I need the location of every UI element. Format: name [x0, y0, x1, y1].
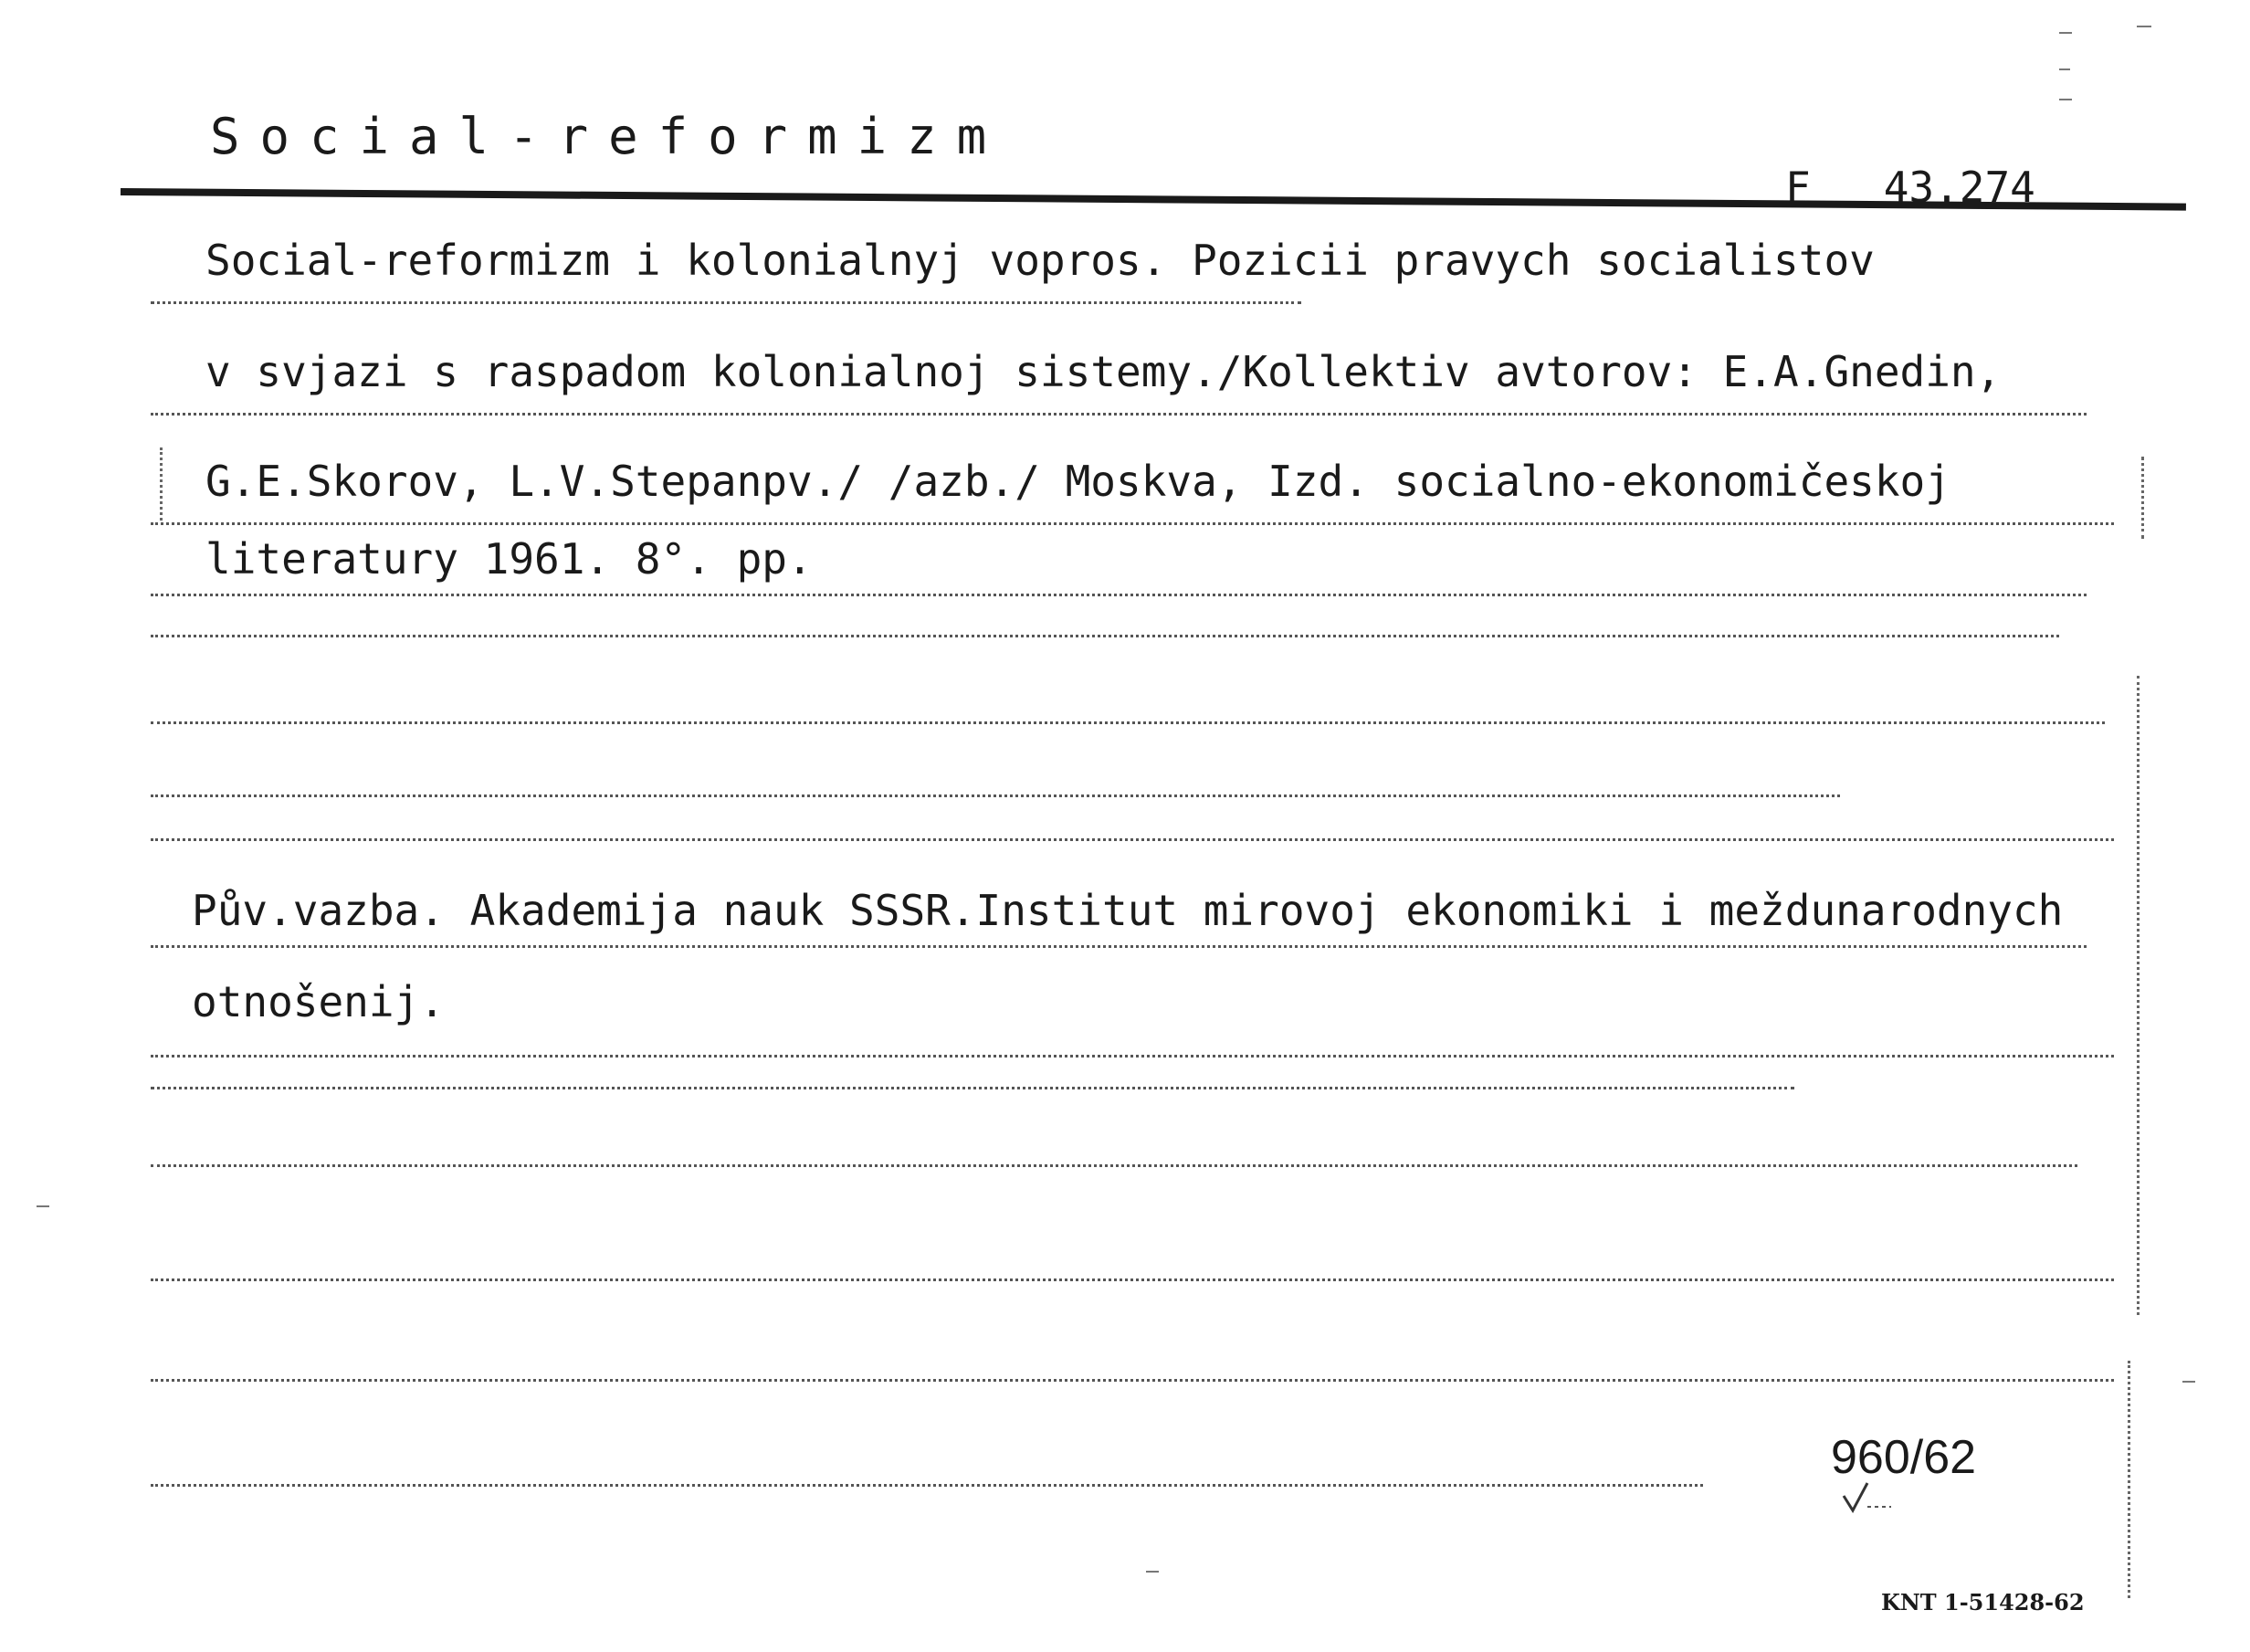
- corner-mark: [2059, 32, 2072, 34]
- right-margin-dots: [2137, 676, 2140, 1315]
- title-line-1: Social-reformizm i kolonialnyj vopros. Pozicii pravych socialistov: [205, 236, 1875, 285]
- ruled-line: [151, 1484, 1703, 1487]
- ruled-line: [151, 1164, 2077, 1167]
- note-line-1: Pův.vazba. Akademija nauk SSSR.Institut mirovoj ekonomiki i meždunarodnych: [192, 886, 2064, 935]
- subject-heading: Social-reformizm: [210, 108, 1007, 165]
- right-margin-dots: [2141, 457, 2144, 539]
- ruled-line: [151, 721, 2105, 724]
- ruled-line: [151, 413, 2087, 416]
- ruled-line: [151, 794, 1840, 797]
- corner-mark: [37, 1205, 49, 1207]
- printer-code: KNT 1-51428-62: [1881, 1589, 2085, 1615]
- right-margin-dots: [2128, 1361, 2130, 1598]
- title-line-2: v svjazi s raspadom kolonialnoj sistemy./Kollektiv avtorov: E.A.Gnedin,: [205, 347, 2002, 396]
- check-mark-icon: [1840, 1479, 1895, 1516]
- corner-mark: [2059, 99, 2072, 100]
- ruled-line: [151, 635, 2059, 637]
- ruled-line: [151, 522, 2114, 525]
- title-line-3: G.E.Skorov, L.V.Stepanpv./ /azb./ Moskva, Izd. socialno-ekonomičeskoj: [205, 457, 1950, 506]
- ruled-line: [151, 1278, 2114, 1281]
- note-line-2: otnošenij.: [192, 977, 445, 1026]
- call-number: [1785, 163, 2035, 212]
- ruled-line: [151, 1379, 2114, 1382]
- call-number-value: 43.274: [1883, 163, 2035, 212]
- corner-mark: [1146, 1571, 1159, 1573]
- title-line-4: literatury 1961. 8°. pp.: [205, 534, 813, 584]
- call-number-prefix: F: [1785, 163, 1811, 212]
- ruled-line: [151, 838, 2114, 841]
- ruled-line: [151, 301, 1301, 304]
- ruled-line: [151, 1087, 1794, 1089]
- corner-mark: [2182, 1381, 2195, 1383]
- ruled-line: [151, 1055, 2114, 1057]
- left-margin-dots: [160, 447, 163, 521]
- accession-number: 960/62: [1831, 1431, 1977, 1484]
- ruled-line: [151, 594, 2087, 596]
- ruled-line: [151, 945, 2087, 948]
- corner-mark: [2137, 26, 2151, 27]
- corner-mark: [2059, 68, 2070, 70]
